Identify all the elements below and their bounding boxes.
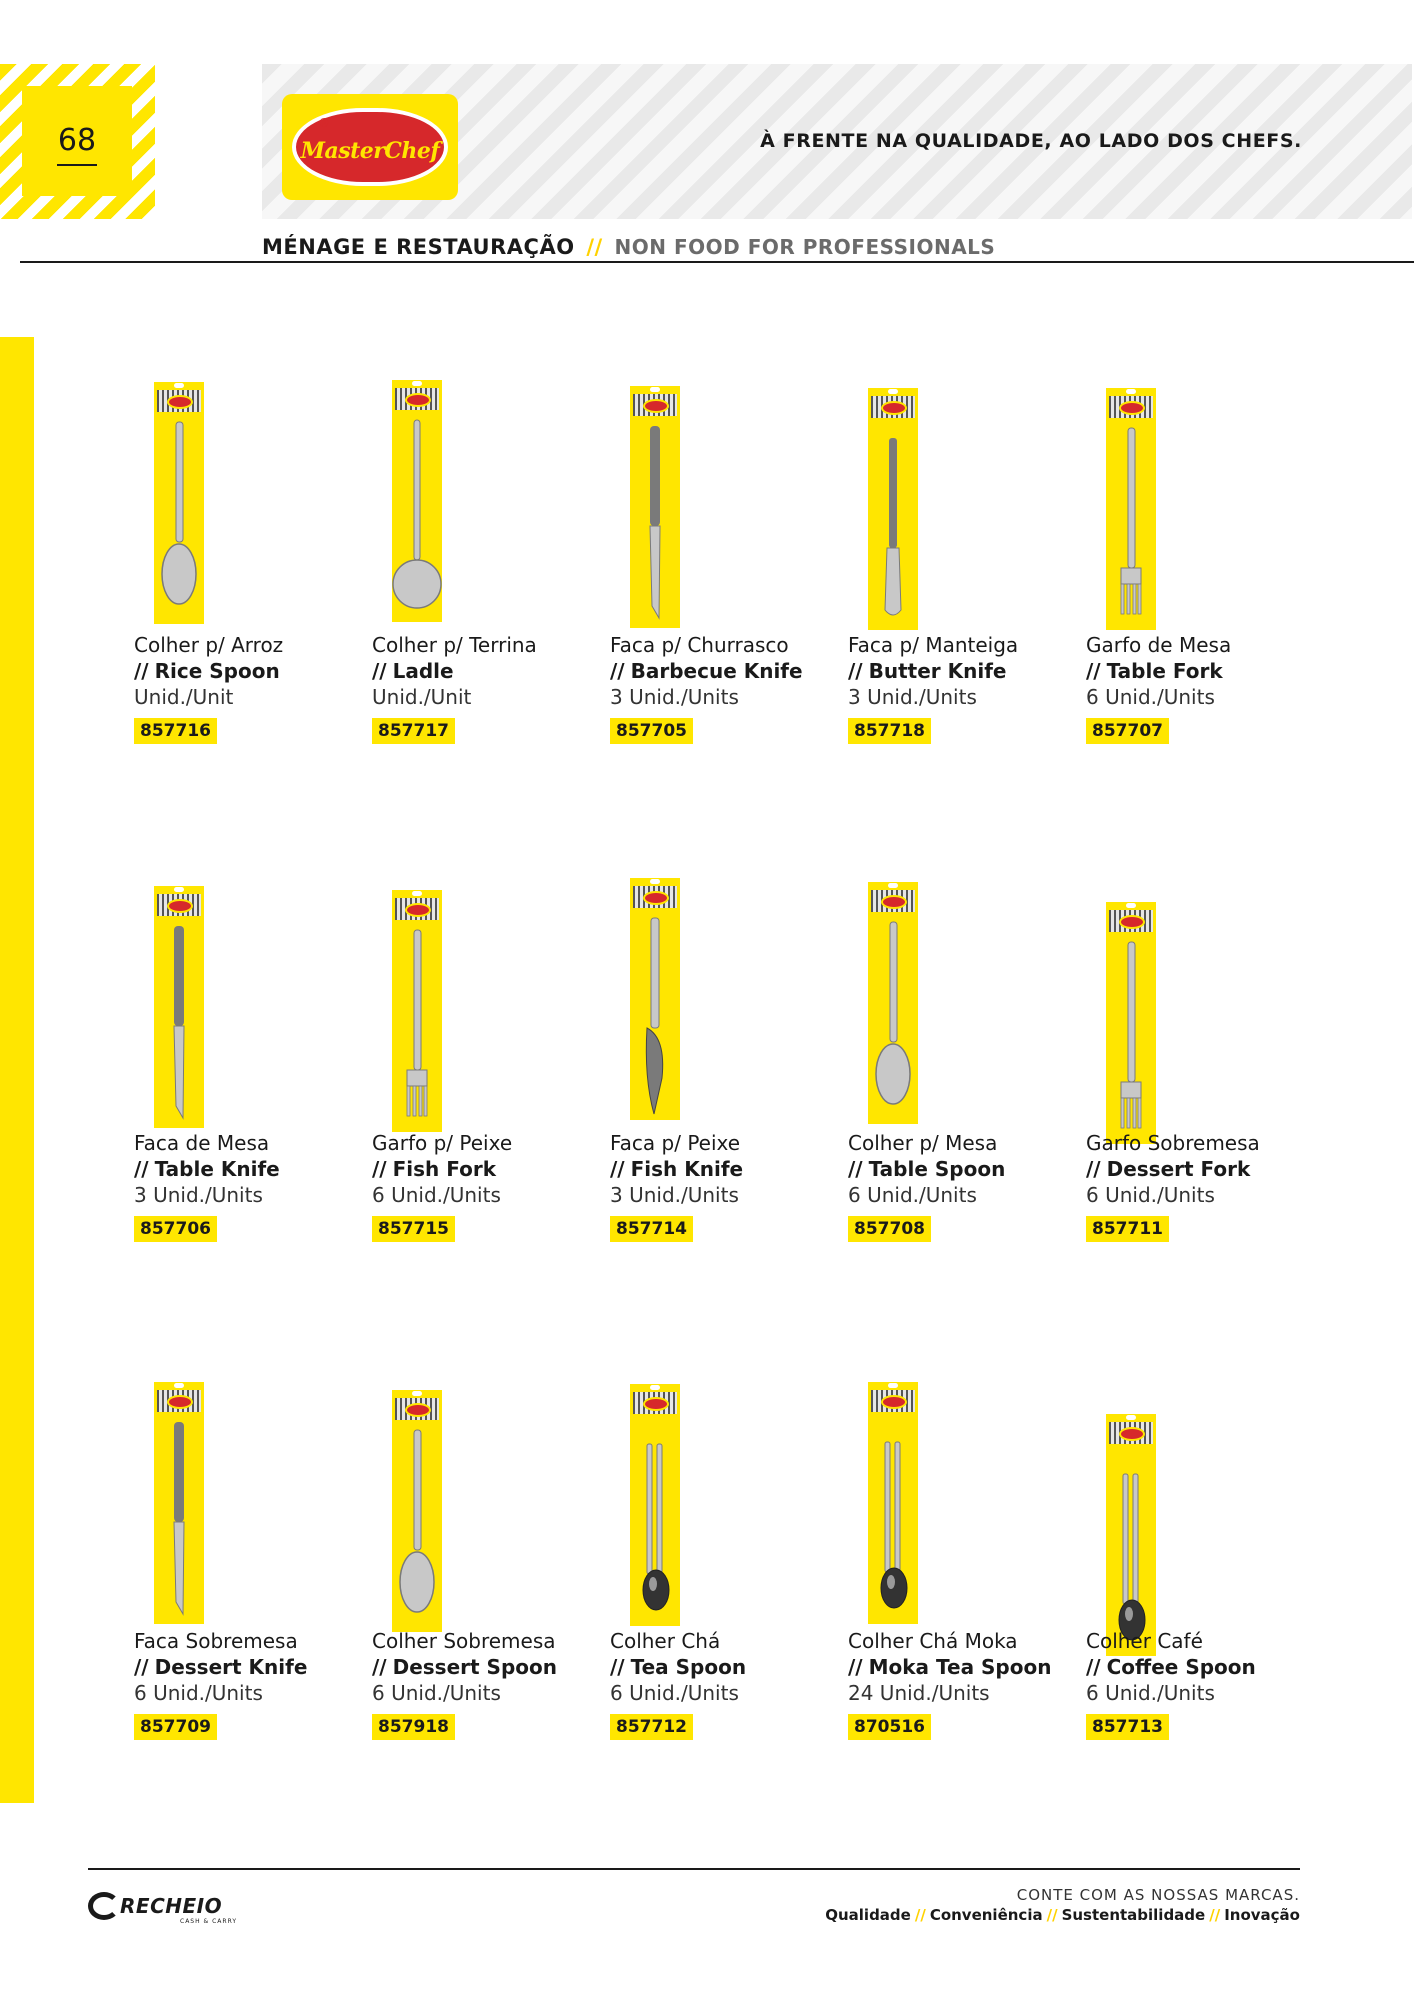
product-item	[372, 878, 602, 1278]
product-units: 6 Unid./Units	[610, 1681, 739, 1705]
product-blister-card	[630, 878, 680, 1120]
product-code: 857705	[610, 718, 693, 744]
product-name-en-line	[134, 1654, 364, 1680]
product-name-en-line	[848, 1654, 1078, 1680]
product-units: Unid./Unit	[372, 685, 472, 709]
product-name-pt: Colher Chá Moka	[848, 1629, 1018, 1653]
product-units: 6 Unid./Units	[372, 1681, 501, 1705]
product-name-en-line	[610, 1654, 840, 1680]
page-number-underline	[57, 164, 97, 166]
product-item	[134, 878, 364, 1278]
product-code: 857715	[372, 1216, 455, 1242]
product-name-separator: //	[1086, 659, 1101, 683]
product-info	[1086, 1628, 1316, 1740]
product-info	[1086, 1130, 1316, 1242]
product-code: 857716	[134, 718, 217, 744]
product-item	[610, 380, 840, 780]
product-name-pt: Faca Sobremesa	[134, 1629, 298, 1653]
product-name-en-line	[134, 658, 364, 684]
tagline: À FRENTE NA QUALIDADE, AO LADO DOS CHEFS.	[760, 130, 1302, 152]
product-code: 857706	[134, 1216, 217, 1242]
yellow-side-bar	[0, 337, 34, 1803]
product-name-separator: //	[848, 1157, 863, 1181]
product-blister-card	[630, 386, 680, 628]
product-info	[134, 1628, 364, 1740]
product-code: 857713	[1086, 1714, 1169, 1740]
product-name-separator: //	[610, 659, 625, 683]
product-name-separator: //	[372, 1655, 387, 1679]
footer-separator: //	[1046, 1906, 1058, 1924]
footer-rule	[88, 1868, 1300, 1870]
product-blister-card	[392, 890, 442, 1132]
product-blister-card	[1106, 902, 1156, 1144]
product-name-en-line	[1086, 1654, 1316, 1680]
product-code: 857712	[610, 1714, 693, 1740]
product-units: 6 Unid./Units	[1086, 1183, 1215, 1207]
footer-values	[825, 1906, 1300, 1924]
footer-separator: //	[1209, 1906, 1221, 1924]
product-blister-card	[868, 882, 918, 1124]
recheio-logo-arc-icon	[88, 1892, 120, 1920]
product-item	[1086, 380, 1316, 780]
product-info	[134, 1130, 364, 1242]
product-name-en: Coffee Spoon	[1106, 1655, 1256, 1679]
product-units: 6 Unid./Units	[372, 1183, 501, 1207]
product-name-separator: //	[848, 659, 863, 683]
product-info	[848, 1130, 1078, 1242]
product-units: 6 Unid./Units	[134, 1681, 263, 1705]
page-badge	[0, 64, 155, 219]
product-name-en: Table Knife	[154, 1157, 280, 1181]
product-code: 857714	[610, 1216, 693, 1242]
product-item	[134, 1376, 364, 1776]
product-name-en-line	[848, 1156, 1078, 1182]
product-name-pt: Colher p/ Mesa	[848, 1131, 998, 1155]
product-name-pt: Faca p/ Churrasco	[610, 633, 789, 657]
section-title-pt: MÉNAGE E RESTAURAÇÃO	[262, 235, 575, 259]
product-name-pt: Garfo p/ Peixe	[372, 1131, 513, 1155]
product-code: 857718	[848, 718, 931, 744]
product-name-pt: Faca de Mesa	[134, 1131, 270, 1155]
product-code: 857707	[1086, 718, 1169, 744]
product-name-separator: //	[848, 1655, 863, 1679]
footer-value-innovation: Inovação	[1224, 1906, 1300, 1924]
product-name-en: Moka Tea Spoon	[868, 1655, 1052, 1679]
product-name-en: Dessert Spoon	[392, 1655, 557, 1679]
product-name-separator: //	[1086, 1157, 1101, 1181]
product-name-pt: Garfo de Mesa	[1086, 633, 1232, 657]
product-info	[1086, 632, 1316, 744]
product-units: 6 Unid./Units	[1086, 1681, 1215, 1705]
product-name-en: Tea Spoon	[630, 1655, 747, 1679]
product-name-pt: Colher p/ Terrina	[372, 633, 537, 657]
product-info	[848, 1628, 1078, 1740]
product-name-en: Table Fork	[1106, 659, 1223, 683]
product-name-separator: //	[1086, 1655, 1101, 1679]
product-units: 3 Unid./Units	[134, 1183, 263, 1207]
product-name-en: Fish Knife	[630, 1157, 744, 1181]
product-code: 857711	[1086, 1216, 1169, 1242]
product-units: 6 Unid./Units	[1086, 685, 1215, 709]
product-blister-card	[1106, 388, 1156, 630]
recheio-logo-text: RECHEIO	[120, 1894, 223, 1918]
product-blister-card	[392, 380, 442, 622]
product-item	[848, 878, 1078, 1278]
product-item	[610, 1376, 840, 1776]
product-info	[610, 1628, 840, 1740]
product-item	[372, 1376, 602, 1776]
product-name-en-line	[1086, 658, 1316, 684]
product-name-en-line	[134, 1156, 364, 1182]
product-blister-card	[392, 1390, 442, 1632]
section-title-en: NON FOOD FOR PROFESSIONALS	[614, 235, 996, 259]
product-code: 857709	[134, 1714, 217, 1740]
product-blister-card	[154, 382, 204, 624]
logo-plate	[292, 108, 448, 186]
product-name-en: Dessert Knife	[154, 1655, 308, 1679]
page-number: 68	[57, 123, 97, 158]
product-item	[848, 1376, 1078, 1776]
product-blister-card	[868, 388, 918, 630]
product-item	[372, 380, 602, 780]
product-info	[134, 632, 364, 744]
product-name-en: Dessert Fork	[1106, 1157, 1251, 1181]
product-name-en: Barbecue Knife	[630, 659, 803, 683]
product-item	[610, 878, 840, 1278]
product-info	[610, 1130, 840, 1242]
product-name-pt: Colher Café	[1086, 1629, 1203, 1653]
page-number-box	[22, 86, 132, 196]
footer-value-convenience: Conveniência	[929, 1906, 1043, 1924]
product-name-pt: Colher p/ Arroz	[134, 633, 284, 657]
product-blister-card	[1106, 1414, 1156, 1656]
product-name-en: Fish Fork	[392, 1157, 496, 1181]
section-title	[262, 234, 995, 260]
product-name-pt: Faca p/ Peixe	[610, 1131, 741, 1155]
header-rule	[20, 261, 1414, 263]
header-band	[262, 64, 1412, 219]
recheio-logo-subtext: CASH & CARRY	[180, 1918, 238, 1925]
product-units: 3 Unid./Units	[610, 685, 739, 709]
product-name-en-line	[372, 1156, 602, 1182]
product-name-en-line	[610, 1156, 840, 1182]
product-name-en-line	[372, 1654, 602, 1680]
recheio-logo	[88, 1888, 248, 1928]
footer-claim	[825, 1886, 1300, 1924]
product-name-pt: Faca p/ Manteiga	[848, 633, 1019, 657]
product-name-pt: Colher Sobremesa	[372, 1629, 556, 1653]
product-blister-card	[154, 1382, 204, 1624]
product-units: 3 Unid./Units	[610, 1183, 739, 1207]
product-blister-card	[154, 886, 204, 1128]
product-item	[134, 380, 364, 780]
product-name-separator: //	[134, 659, 149, 683]
product-units: 3 Unid./Units	[848, 685, 977, 709]
product-units: Unid./Unit	[134, 685, 234, 709]
product-item	[848, 380, 1078, 780]
product-blister-card	[630, 1384, 680, 1626]
product-code: 857717	[372, 718, 455, 744]
product-name-separator: //	[372, 1157, 387, 1181]
logo-text: MasterChef	[300, 138, 440, 164]
product-units: 6 Unid./Units	[848, 1183, 977, 1207]
product-name-en: Table Spoon	[868, 1157, 1006, 1181]
product-name-en: Rice Spoon	[154, 659, 280, 683]
product-info	[372, 1130, 602, 1242]
product-item	[1086, 878, 1316, 1278]
product-info	[372, 1628, 602, 1740]
product-name-separator: //	[610, 1157, 625, 1181]
product-info	[610, 632, 840, 744]
product-name-en-line	[610, 658, 840, 684]
product-name-separator: //	[372, 659, 387, 683]
product-name-pt: Garfo Sobremesa	[1086, 1131, 1260, 1155]
product-name-separator: //	[134, 1157, 149, 1181]
product-name-separator: //	[134, 1655, 149, 1679]
product-blister-card	[868, 1382, 918, 1624]
product-name-separator: //	[610, 1655, 625, 1679]
product-info	[848, 632, 1078, 744]
footer-separator: //	[914, 1906, 926, 1924]
product-code: 870516	[848, 1714, 931, 1740]
footer-claim-title: CONTE COM AS NOSSAS MARCAS.	[1016, 1886, 1300, 1904]
product-item	[1086, 1376, 1316, 1776]
product-name-en-line	[1086, 1156, 1316, 1182]
section-title-separator: //	[586, 235, 603, 259]
product-info	[372, 632, 602, 744]
product-name-en-line	[372, 658, 602, 684]
logo-registered-mark: ®	[318, 116, 330, 130]
product-name-en: Ladle	[392, 659, 454, 683]
footer-value-quality: Qualidade	[825, 1906, 911, 1924]
product-code: 857918	[372, 1714, 455, 1740]
product-name-pt: Colher Chá	[610, 1629, 721, 1653]
footer-value-sustainability: Sustentabilidade	[1061, 1906, 1206, 1924]
product-name-en: Butter Knife	[868, 659, 1007, 683]
product-units: 24 Unid./Units	[848, 1681, 990, 1705]
product-name-en-line	[848, 658, 1078, 684]
masterchef-logo	[282, 94, 458, 200]
product-code: 857708	[848, 1216, 931, 1242]
